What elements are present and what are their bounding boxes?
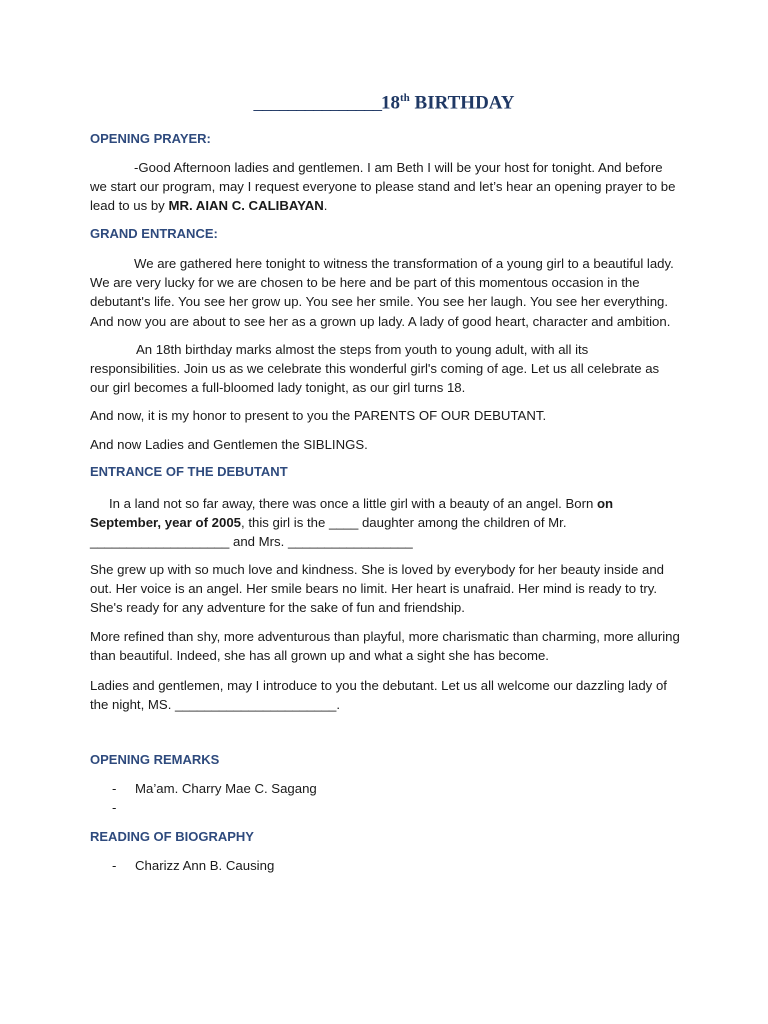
debutant-paragraph-2: She grew up with so much love and kindness. She is loved by everybody for her beauty inside and out. Her voice is an angel. Her smile bears no limit. Her heart is unafraid. Her mind is ready to try. She's ready for any adventure for the sake of fun and friendship. <box>90 562 664 616</box>
heading-opening-prayer: OPENING PRAYER: <box>90 131 211 146</box>
siblings-announcement: And now Ladies and Gentlemen the SIBLINGS. <box>90 437 368 452</box>
page-title <box>0 92 768 114</box>
parents-announcement: And now, it is my honor to present to you the PARENTS OF OUR DEBUTANT. <box>90 408 547 423</box>
heading-entrance-debutant: ENTRANCE OF THE DEBUTANT <box>90 464 288 479</box>
opening-prayer-end: . <box>323 198 328 214</box>
title-word: BIRTHDAY <box>409 92 515 114</box>
title-suffix: th <box>399 92 410 104</box>
prayer-leader-name: MR. AIAN C. CALIBAYAN <box>168 198 324 214</box>
grand-entrance-paragraph-1: We are gathered here tonight to witness the transformation of a young girl to a beautiful lady. We are very lucky for we are chosen to be here and be part of this momentous occasion in the debutant's life. You see her grow up. You see her smile. You see her laugh. You see her everything. And now you are about to see her as a grown up lady. A lady of good heart, character and ambition. <box>90 256 674 329</box>
title-blank: _______________ <box>253 92 381 114</box>
opening-prayer-paragraph <box>90 158 680 216</box>
heading-reading-biography: READING OF BIOGRAPHY <box>90 829 254 844</box>
heading-opening-remarks: OPENING REMARKS <box>90 752 220 767</box>
list-bullet: - <box>112 858 117 873</box>
debutant-paragraph-3: More refined than shy, more adventurous than playful, more charismatic than charming, more alluring than beautiful. Indeed, she has all grown up and what a sight she has become. <box>90 629 680 664</box>
debutant-birth-date: on September, year of 2005 <box>90 496 614 531</box>
debutant-paragraph-4: Ladies and gentlemen, may I introduce to you the debutant. Let us all welcome our dazzling lady of the night, MS. ______________________. <box>90 678 667 713</box>
debutant-intro-text: In a land not so far away, there was once a little girl with a beauty of an angel. Born <box>109 496 597 511</box>
grand-entrance-paragraph-2: An 18th birthday marks almost the steps from youth to young adult, with all its responsibilities. Join us as we celebrate this wonderful girl's coming of age. Let us all celebrate as our girl becomes a full-bloomed lady tonight, as our girl turns 18. <box>90 342 660 396</box>
opening-prayer-text: -Good Afternoon ladies and gentlemen. I am Beth I will be your host for tonight. And before we start our program, may I request everyone to please stand and let’s hear an opening prayer to be lead to us by <box>90 160 676 214</box>
heading-grand-entrance: GRAND ENTRANCE: <box>90 226 218 241</box>
list-item: Charizz Ann B. Causing <box>135 858 275 873</box>
list-bullet: - <box>112 781 117 796</box>
list-bullet: - <box>112 800 117 815</box>
debutant-intro-paragraph <box>90 494 680 552</box>
debutant-intro-rest: , this girl is the ____ daughter among the children of Mr. ___________________ and Mrs. _________________ <box>90 515 567 550</box>
list-item: Ma’am. Charry Mae C. Sagang <box>135 781 317 796</box>
title-number: 18 <box>380 92 400 114</box>
